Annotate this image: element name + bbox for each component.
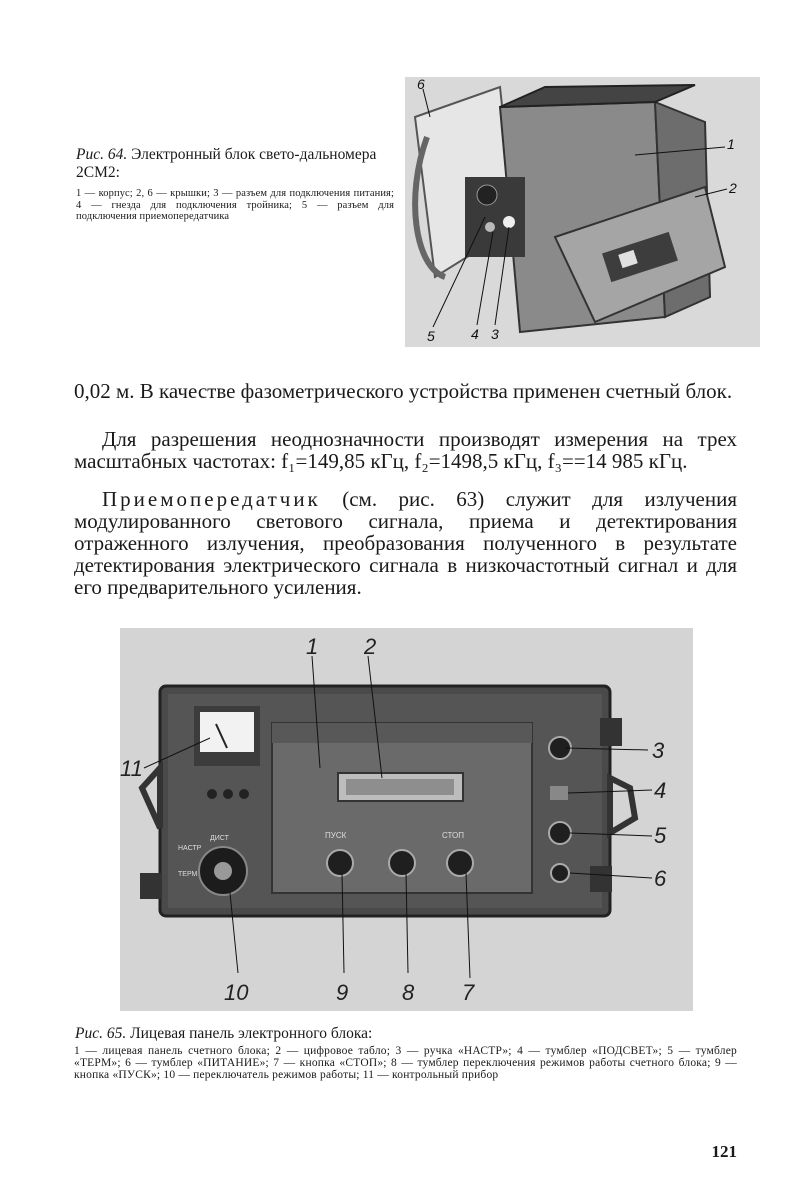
fig65-illustration xyxy=(120,628,693,1011)
paragraph-1: 0,02 м. В качестве фазометрического устройства применен счетный блок. xyxy=(74,379,733,403)
fig65-callout-4: 4 xyxy=(654,778,667,803)
fig64-callout-3: 3 xyxy=(491,326,499,342)
fig64-callout-5: 5 xyxy=(427,328,435,344)
fig65-callout-5: 5 xyxy=(654,823,667,848)
paragraph-3-rest: (см. рис. 63) служит для излучения модулированного светового сигнала, приема и детектирования отраженного излучения, преобразования полученного в результате детектирования электрического сигнала в низкочастотный сигнал и для его предварительного усиления. xyxy=(74,487,737,599)
fig65-callout-11: 11 xyxy=(120,756,143,781)
fig65-callout-8: 8 xyxy=(402,980,415,1005)
fig65-photo xyxy=(120,628,693,1011)
fig65-legend: 1 — лицевая панель счетного блока; 2 — цифровое табло; 3 — ручка «НАСТР»; 4 — тумблер «ПОДСВЕТ»; 5 — тумблер «ТЕРМ»; 6 — тумблер «ПИТАНИЕ»; 7 — кнопка «СТОП»; 8 — тумблер переключения режимов работы счетного блока; 9 — кнопка «ПУСК»; 10 — переключатель режимов работы; 11 — контрольный прибор xyxy=(74,1045,737,1081)
fig64-photo xyxy=(405,77,760,347)
term-transceiver: Приемопередатчик xyxy=(102,487,321,511)
fig65-caption xyxy=(74,1025,737,1081)
fig65-callout-10: 10 xyxy=(224,980,249,1005)
fig65-callout-3: 3 xyxy=(652,738,665,763)
fig64-callout-6: 6 xyxy=(417,77,425,92)
panel-label-term: ТЕРМ xyxy=(178,871,198,878)
fig65-callout-9: 9 xyxy=(336,980,349,1005)
fig65-callout-2: 2 xyxy=(364,634,377,659)
fig64-callout-2: 2 xyxy=(729,180,737,196)
paragraph-3 xyxy=(74,488,737,598)
fig65-callout-6: 6 xyxy=(654,866,667,891)
fig64-legend: 1 — корпус; 2, 6 — крышки; 3 — разъем для подключения питания; 4 — гнезда для подключения тройника; 5 — разъем для подключения приемопередатчика xyxy=(76,188,394,222)
fig65-callout-1: 1 xyxy=(306,634,319,659)
fig65-title xyxy=(75,1025,737,1043)
fig64-title xyxy=(76,146,394,182)
panel-label-stop: СТОП xyxy=(442,831,465,840)
panel-label-nastr: НАСТР xyxy=(178,845,202,852)
fig65-callout-7: 7 xyxy=(462,980,475,1005)
panel-label-pusk: ПУСК xyxy=(325,831,347,840)
fig64-callout-1: 1 xyxy=(727,136,735,152)
fig64-callout-4: 4 xyxy=(471,326,479,342)
panel-label-dist: ДИСТ xyxy=(210,835,229,842)
fig64-title-prefix: Рис. 64. xyxy=(76,146,128,163)
paragraph-2: Для разрешения неоднозначности производят измерения на трех масштабных частотах: f₁=149,85 кГц, f₂=1498,5 кГц, f₃==14 985 кГц. xyxy=(74,427,737,473)
fig64-illustration xyxy=(405,77,760,347)
fig65-title-text: Лицевая панель электронного блока: xyxy=(130,1025,373,1042)
page-number: 121 xyxy=(711,1142,737,1161)
fig64-caption xyxy=(76,146,394,223)
fig65-title-prefix: Рис. 65. xyxy=(75,1025,127,1042)
fig64-title-text: Электронный блок свето-дальномера 2СМ2: xyxy=(76,146,377,181)
